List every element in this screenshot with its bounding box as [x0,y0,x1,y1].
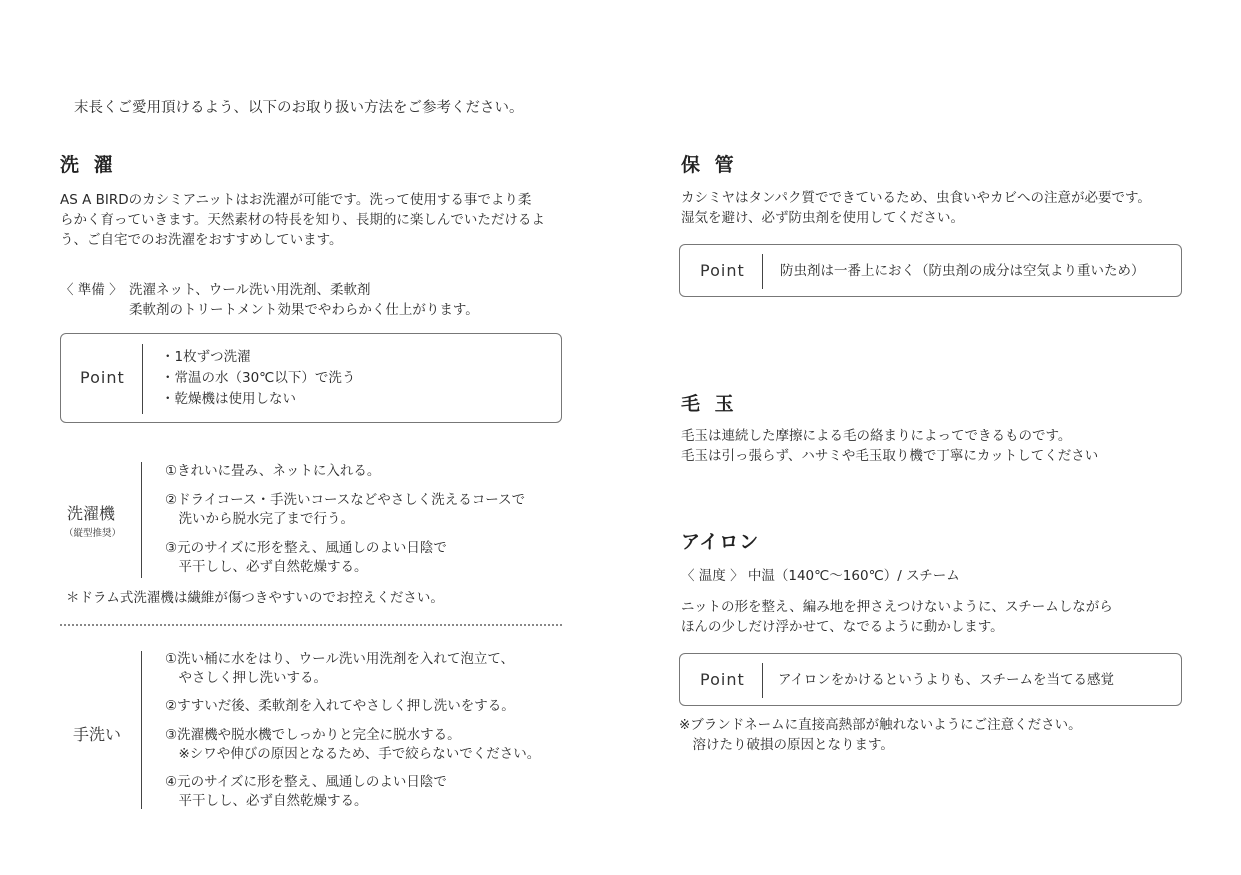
washing-point-items [161,347,355,410]
iron-note [679,715,1082,755]
hand-step-4 [165,773,447,811]
iron-note-line: 溶けたり破損の原因となります。 [679,737,894,753]
washing-paragraph-line: う、ご自宅でのお洗濯をおすすめしています。 [60,232,343,248]
prep-line: 洗濯ネット、ウール洗い用洗剤、柔軟剤 [129,282,371,298]
washing-point-item: ・乾燥機は使用しない [161,391,296,407]
storage-paragraph-line: カシミヤはタンパク質でできているため、虫食いやカビへの注意が必要です。 [681,190,1151,206]
pilling-paragraph [681,426,1098,466]
iron-title: アイロン [681,531,760,553]
washing-point-item: ・常温の水（30℃以下）で洗う [161,370,356,386]
iron-paragraph-line: ほんの少しだけ浮かせて、なでるように動かします。 [681,619,1004,635]
hand-wash-divider [141,651,142,809]
washing-paragraph [60,190,545,250]
pilling-paragraph-line: 毛玉は引っ張らず、ハサミや毛玉取り機で丁寧にカットしてください [681,448,1099,464]
hand-step-1 [165,650,514,688]
storage-paragraph [681,188,1151,228]
prep-label: 〈 準備 〉 [60,282,123,298]
iron-point-text: アイロンをかけるというよりも、スチームを当てる感覚 [778,672,1115,688]
intro-text: 末長くご愛用頂けるよう、以下のお取り扱い方法をご参考ください。 [74,100,524,116]
iron-temp: 〈 温度 〉 中温（140℃〜160℃）/ スチーム [681,568,960,584]
iron-paragraph-line: ニットの形を整え、編み地を押さえつけないように、スチームしながら [681,599,1113,615]
storage-point-box [679,244,1182,297]
iron-point-label: Point [700,670,745,689]
machine-step-line: ②ドライコース・手洗いコースなどやさしく洗えるコースで [165,492,526,508]
washing-paragraph-line: らかく育っていきます。天然素材の特長を知り、長期的に楽しんでいただけるよ [60,212,545,228]
hand-step-2 [165,697,515,716]
machine-step-line: 平干しし、必ず自然乾燥する。 [165,559,368,575]
pilling-paragraph-line: 毛玉は連続した摩擦による毛の絡まりによってできるものです。 [681,428,1072,444]
machine-step-line: ①きれいに畳み、ネットに入れる。 [165,463,381,479]
pilling-title: 毛 玉 [681,393,738,415]
drum-machine-note: ＊ドラム式洗濯機は繊維が傷つきやすいのでお控えください。 [66,590,444,606]
hand-step-line: ※シワや伸びの原因となるため、手で絞らないでください。 [165,746,541,762]
hand-step-line: やさしく押し洗いする。 [165,670,327,686]
storage-title: 保 管 [681,154,738,176]
hand-step-3 [165,726,540,764]
section-dotted-divider [60,624,562,626]
machine-step-3 [165,539,447,577]
hand-step-line: ③洗濯機や脱水機でしっかりと完全に脱水する。 [165,727,461,743]
storage-point-label: Point [700,261,745,280]
prep-line: 柔軟剤のトリートメント効果でやわらかく仕上がります。 [129,302,479,318]
washing-machine-sub: （縦型推奨） [64,528,122,539]
iron-point-box [679,653,1182,706]
hand-wash-label: 手洗い [73,725,122,744]
washing-paragraph-line: AS A BIRDのカシミアニットはお洗濯が可能です。洗って使用する事でより柔 [60,192,532,208]
storage-paragraph-line: 湿気を避け、必ず防虫剤を使用してください。 [681,210,964,226]
iron-point-divider [762,663,763,698]
iron-paragraph [681,597,1113,637]
washing-machine-divider [141,462,142,578]
washing-point-divider [142,344,143,414]
storage-point-divider [762,254,763,289]
washing-point-label: Point [80,368,125,387]
storage-point-text: 防虫剤は一番上におく（防虫剤の成分は空気より重いため） [780,263,1145,279]
machine-step-1 [165,462,380,481]
hand-step-line: ②すすいだ後、柔軟剤を入れてやさしく押し洗いをする。 [165,698,515,714]
iron-note-line: ※ブランドネームに直接高熱部が触れないようにご注意ください。 [679,717,1082,733]
washing-title: 洗 濯 [60,154,117,176]
machine-step-line: 洗いから脱水完了まで行う。 [165,511,354,527]
hand-step-line: ④元のサイズに形を整え、風通しのよい日陰で [165,774,447,790]
hand-step-line: ①洗い桶に水をはり、ウール洗い用洗剤を入れて泡立て、 [165,651,515,667]
hand-step-line: 平干しし、必ず自然乾燥する。 [165,793,368,809]
machine-step-line: ③元のサイズに形を整え、風通しのよい日陰で [165,540,447,556]
washing-point-item: ・1枚ずつ洗濯 [161,349,251,365]
prep-lines [129,280,479,320]
washing-point-box [60,333,562,423]
machine-step-2 [165,491,525,529]
washing-machine-label: 洗濯機 [67,504,116,523]
